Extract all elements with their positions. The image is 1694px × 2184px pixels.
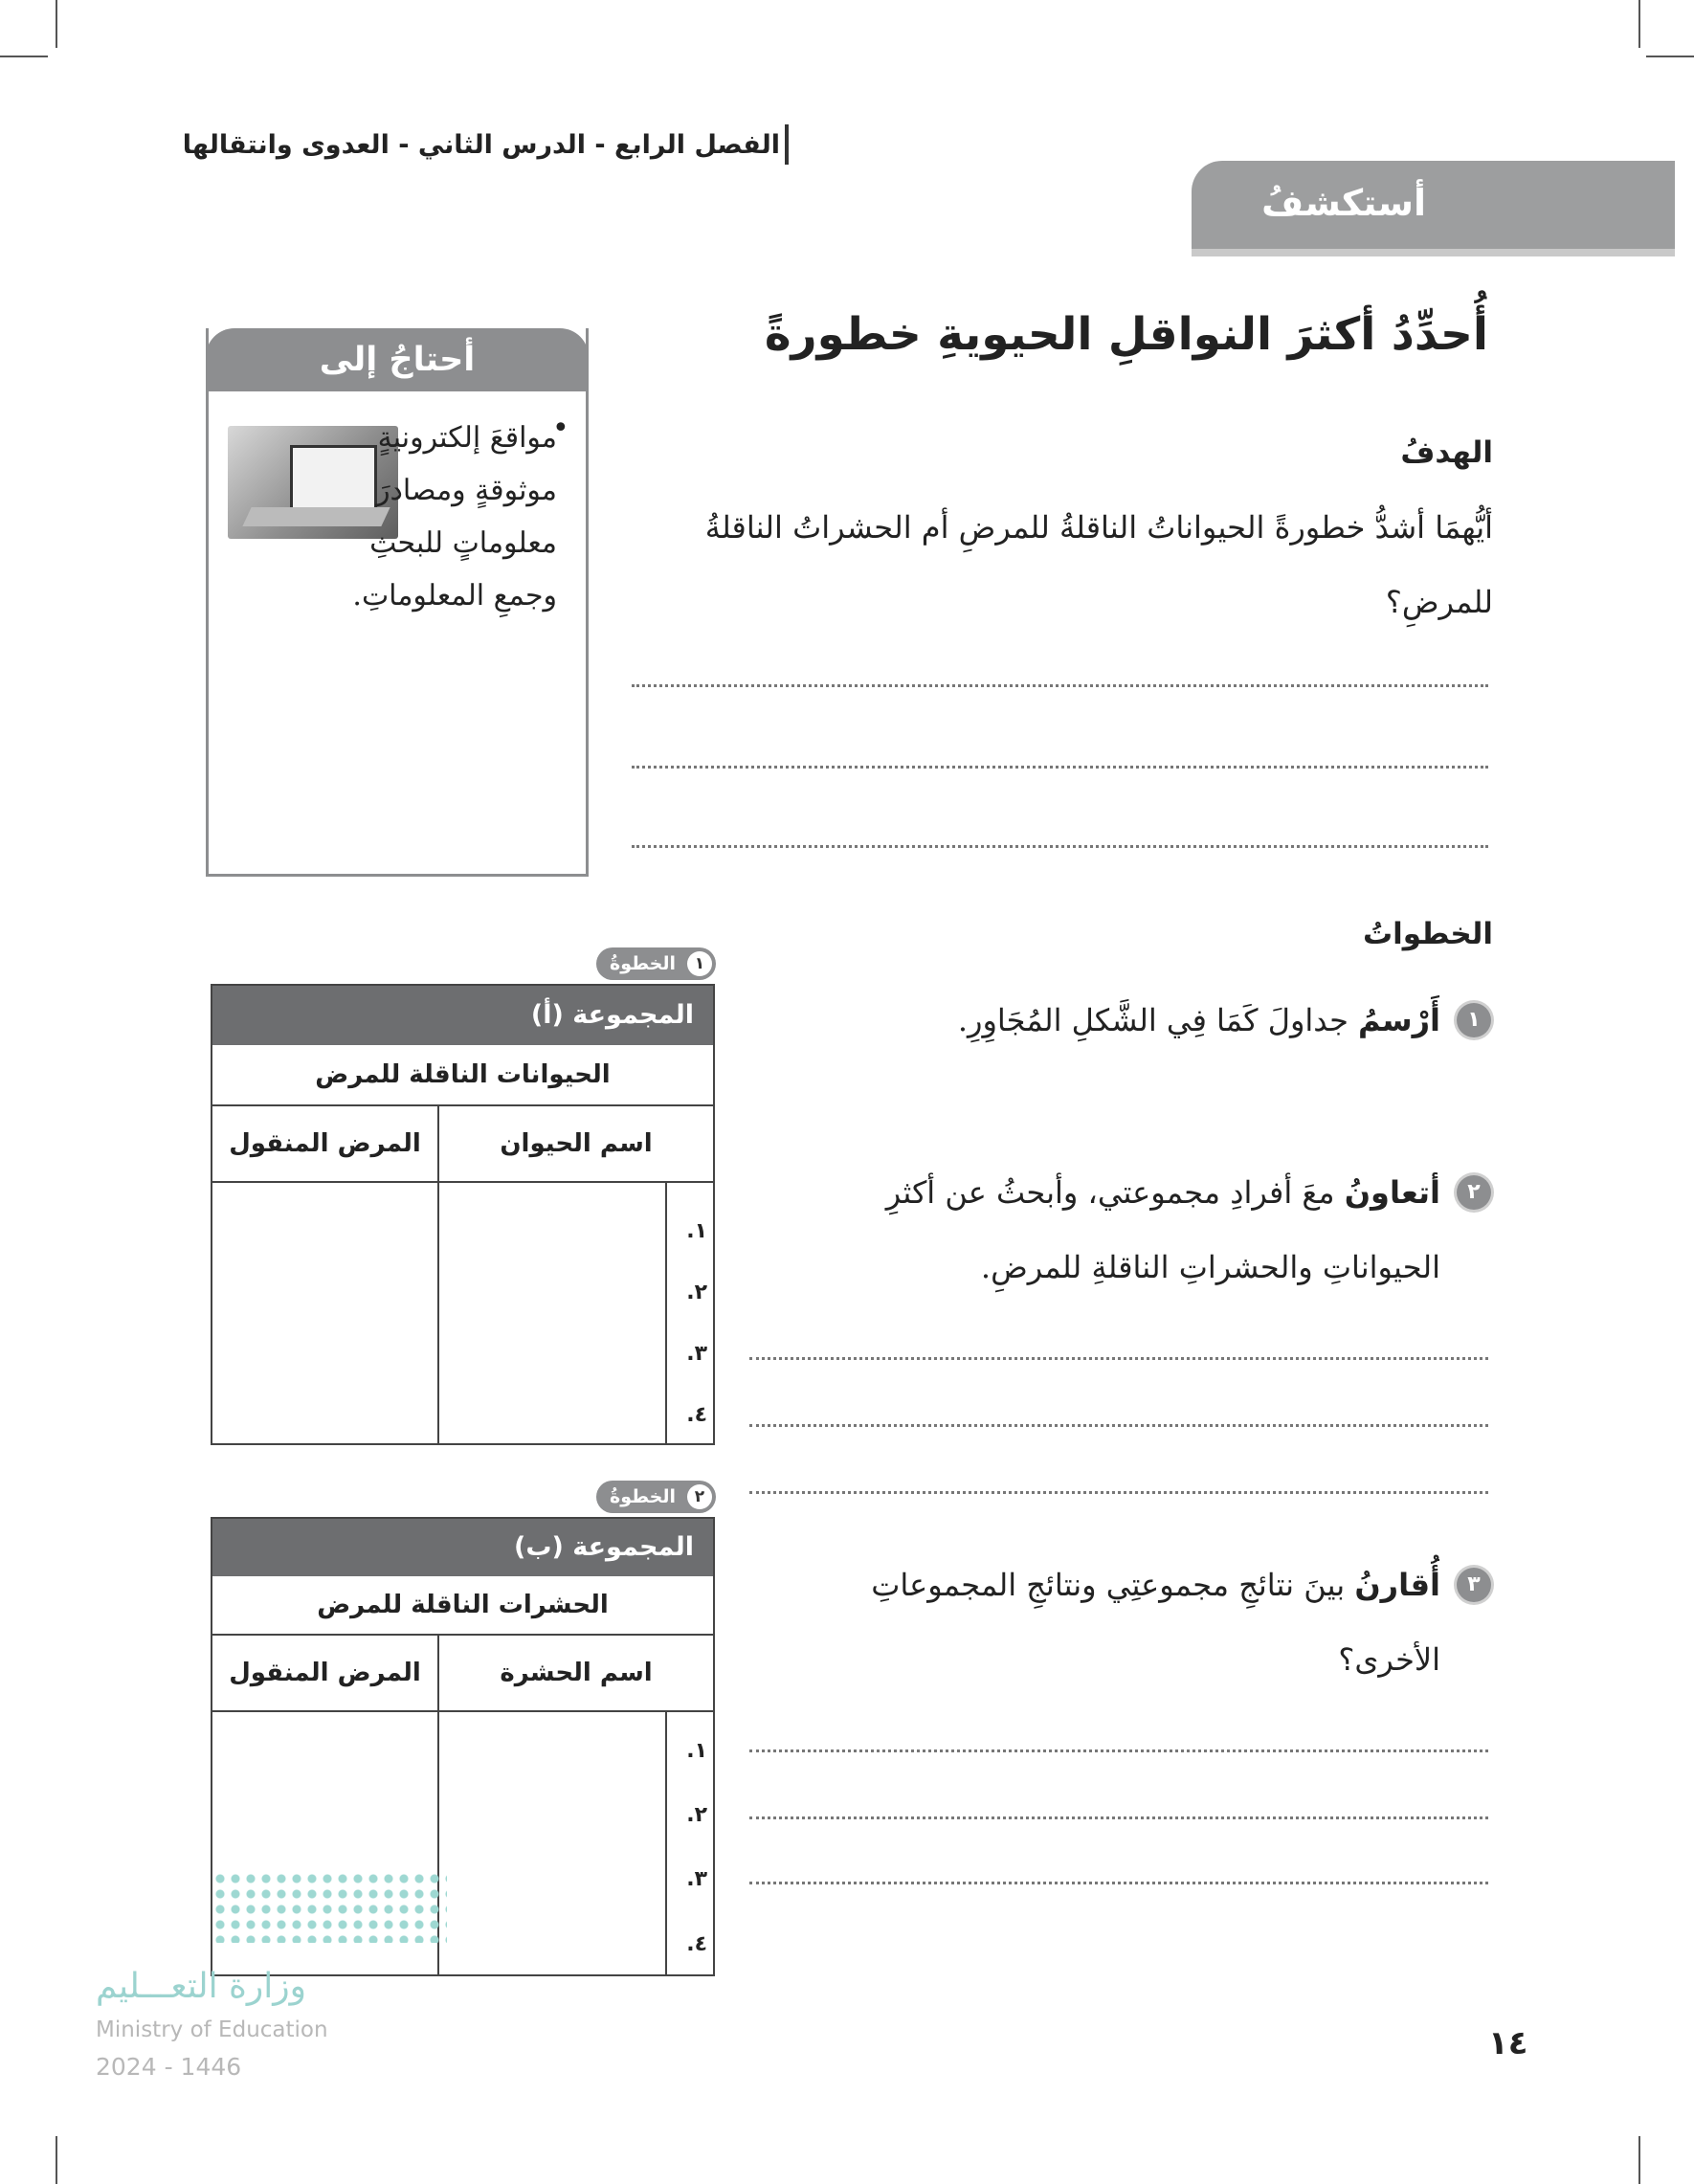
crop-mark — [1638, 2136, 1640, 2184]
row-number: ١. — [686, 1739, 707, 1763]
column-header-name: اسم الحيوان — [437, 1106, 713, 1181]
answer-line[interactable] — [749, 1491, 1488, 1494]
bullet: • — [552, 412, 569, 445]
step-pill-number: ١ — [687, 951, 712, 976]
row-number: ٤. — [686, 1932, 707, 1956]
section-tab — [1192, 161, 1675, 256]
step-pill-label: الخطوةُ — [610, 1486, 676, 1507]
crop-mark — [1638, 0, 1640, 48]
step-verb: أُقارنُ — [1354, 1567, 1440, 1603]
step-1-text — [656, 983, 1440, 1058]
column-header-name: اسم الحشرة — [437, 1636, 713, 1710]
name-cell[interactable] — [437, 1712, 665, 1974]
answer-line[interactable] — [632, 845, 1488, 848]
table-title: الحشرات الناقلة للمرض — [212, 1576, 713, 1636]
row-number: ٣. — [686, 1867, 707, 1891]
answer-line[interactable] — [749, 1816, 1488, 1819]
step-body: جداولَ كَمَا فِي الشَّكلِ المُجَاوِرِ. — [957, 1002, 1359, 1038]
step-pill — [596, 1481, 716, 1513]
name-cell[interactable] — [437, 1183, 665, 1443]
column-header-disease: المرض المنقول — [229, 1659, 421, 1687]
ministry-logo-dots — [212, 1871, 447, 1943]
table-group-label: المجموعة (ب) — [212, 1519, 713, 1576]
step-pill — [596, 947, 716, 980]
goal-heading: الهدفُ — [1400, 435, 1493, 470]
answer-line[interactable] — [632, 684, 1488, 687]
step-body: بينَ نتائجِ مجموعتِي ونتائجِ المجموعاتِ الأخرى؟ — [871, 1567, 1440, 1678]
answer-line[interactable] — [749, 1424, 1488, 1427]
row-labels — [665, 1712, 713, 1974]
row-number: ٢. — [686, 1281, 707, 1304]
column-header-disease: المرض المنقول — [229, 1129, 421, 1158]
row-labels — [665, 1183, 713, 1443]
step-pill-label: الخطوةُ — [610, 953, 676, 974]
steps-heading: الخطواتُ — [1362, 917, 1493, 951]
step-pill-number: ٢ — [687, 1484, 712, 1509]
step-2-text — [761, 1155, 1440, 1304]
chapter-line: الفصل الرابع - الدرس الثاني - العدوى وانتقالها — [182, 130, 780, 160]
page-number: ١٤ — [1488, 2024, 1528, 2062]
step-body: معَ أفرادِ مجموعتي، وأبحثُ عن أكثرِ الحيواناتِ والحشراتِ الناقلةِ للمرضِ. — [885, 1174, 1440, 1285]
row-number: ١. — [686, 1219, 707, 1243]
answer-line[interactable] — [749, 1357, 1488, 1360]
header-divider — [785, 124, 789, 165]
section-tab-label: أستكشفُ — [1261, 182, 1426, 224]
crop-mark — [0, 56, 48, 57]
answer-line[interactable] — [749, 1749, 1488, 1752]
edition-year: 2024 - 1446 — [96, 2053, 242, 2081]
table-title: الحيوانات الناقلة للمرض — [212, 1045, 713, 1106]
answer-line[interactable] — [749, 1882, 1488, 1884]
step-number: ١ — [1457, 1003, 1491, 1037]
crop-mark — [1646, 56, 1694, 57]
answer-line[interactable] — [632, 766, 1488, 769]
row-number: ٤. — [686, 1403, 707, 1427]
crop-mark — [56, 0, 57, 48]
step-3-text — [770, 1548, 1440, 1697]
needs-item: مواقعَ إلكترونيةٍ موثوقةٍ ومصادرَ معلوماتٍ للبحثِ وجمعِ المعلوماتِ. — [352, 421, 557, 613]
table-group-label: المجموعة (أ) — [212, 986, 713, 1045]
row-number: ٣. — [686, 1342, 707, 1366]
step-number: ٣ — [1457, 1568, 1491, 1602]
step-verb: أتعاونُ — [1344, 1174, 1440, 1211]
row-number: ٢. — [686, 1803, 707, 1827]
crop-mark — [56, 2136, 57, 2184]
needs-heading: أحتاجُ إلى — [206, 328, 589, 391]
activity-title: أُحدِّدُ أكثرَ النواقلِ الحيويةِ خطورةً — [764, 308, 1488, 361]
step-number: ٢ — [1457, 1175, 1491, 1210]
ministry-name-ar: وزارة التعـــليم — [96, 1967, 307, 2006]
disease-cell[interactable] — [212, 1183, 437, 1443]
ministry-name-en: Ministry of Education — [96, 2017, 328, 2042]
step-verb: أَرْسمُ — [1358, 1002, 1440, 1038]
table-group-a — [211, 984, 715, 1445]
goal-text: أيُّهمَا أشدُّ خطورةً الحيواناتُ الناقلةُ للمرضِ أم الحشراتُ الناقلةُ للمرضِ؟ — [704, 509, 1493, 620]
